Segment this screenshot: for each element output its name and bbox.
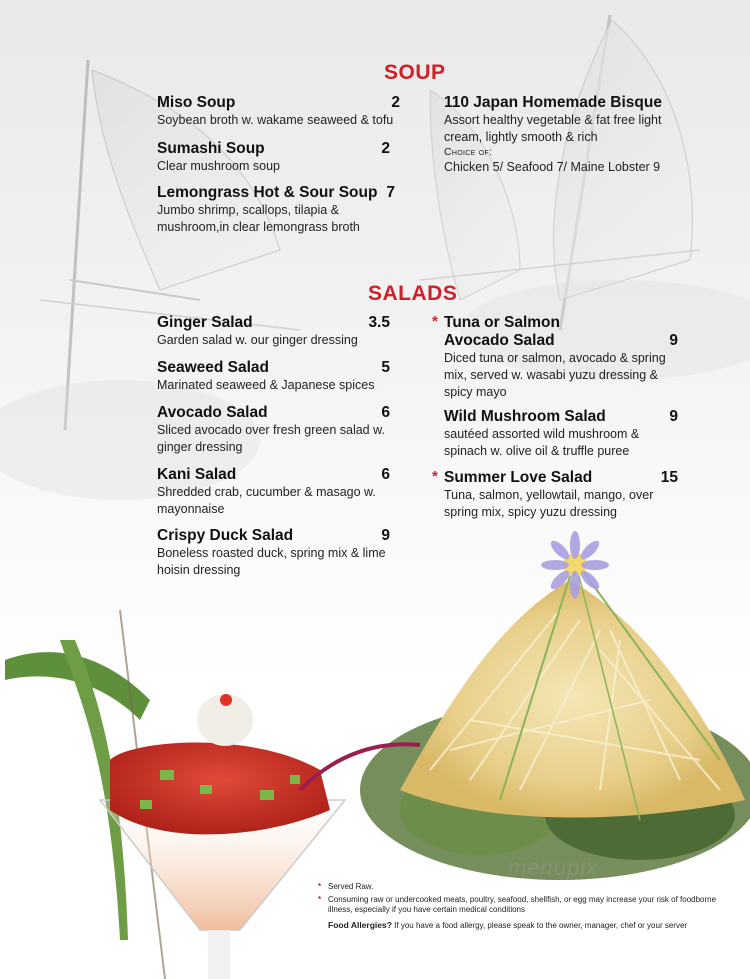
item-price: 7: [386, 184, 395, 201]
raw-star-marker: *: [432, 468, 438, 485]
item-description: Clear mushroom soup: [157, 159, 280, 173]
item-description: sautéed assorted wild mushroom & spinach w. olive oil & truffle puree: [444, 427, 640, 458]
flower-garnish: [541, 531, 609, 599]
item-name: Wild Mushroom Salad: [444, 408, 606, 425]
choice-label: Choice of:: [444, 146, 493, 158]
menu-item-crispy-duck-salad: [157, 527, 390, 579]
item-price: 9: [381, 527, 390, 544]
salads-section-title: SALADS: [368, 282, 458, 305]
item-price: 6: [381, 404, 390, 421]
salad-illustration: [360, 531, 750, 880]
consuming-raw-warning: [318, 895, 718, 915]
menu-item-avocado-salad: [157, 404, 390, 456]
item-price: 15: [660, 469, 678, 486]
menu-item-tuna-salmon-avocado-salad: [432, 313, 678, 401]
item-name: Sumashi Soup: [157, 140, 265, 157]
raw-star-marker: *: [432, 313, 438, 330]
served-raw-text: Served Raw.: [328, 882, 374, 891]
item-price: 5: [381, 359, 390, 376]
item-description: Soybean broth w. wakame seaweed & tofu: [157, 113, 394, 127]
item-price: 2: [381, 140, 390, 157]
menu-item-lemongrass-soup: [157, 184, 395, 236]
consuming-raw-text: Consuming raw or undercooked meats, poultry, seafood, shellfish, or egg may increase your risk of foodborne illness, especially if you have certain medical conditions: [328, 895, 717, 914]
item-description: Tuna, salmon, yellowtail, mango, over spring mix, spicy yuzu dressing: [444, 488, 654, 519]
menu-item-homemade-bisque: [444, 94, 694, 174]
menu-item-seaweed-salad: [157, 359, 390, 394]
item-name: Lemongrass Hot & Sour Soup: [157, 184, 378, 201]
item-name: Ginger Salad: [157, 314, 253, 331]
menu-item-ginger-salad: [157, 314, 390, 349]
food-allergy-note: [318, 920, 718, 931]
food-allergy-label: Food Allergies?: [328, 920, 392, 930]
item-price: 6: [381, 466, 390, 483]
menu-item-wild-mushroom-salad: [444, 408, 678, 460]
soup-section-title: SOUP: [384, 61, 446, 84]
item-description: Diced tuna or salmon, avocado & spring mix, served w. wasabi yuzu dressing & spicy mayo: [444, 351, 666, 399]
item-description: Assort healthy vegetable & fat free light cream, lightly smooth & rich: [444, 113, 662, 144]
served-raw-note: [318, 882, 718, 892]
menu-item-kani-salad: [157, 466, 390, 518]
item-name: Avocado Salad: [157, 404, 268, 421]
item-price: 3.5: [368, 314, 390, 331]
item-name: Seaweed Salad: [157, 359, 270, 376]
item-name: 110 Japan Homemade Bisque: [444, 94, 662, 111]
item-name-line1: Tuna or Salmon: [444, 314, 560, 331]
food-allergy-text: If you have a food allergy, please speak to the owner, manager, chef or your server: [394, 921, 688, 930]
item-description: Boneless roasted duck, spring mix & lime hoisin dressing: [157, 546, 386, 577]
item-price: 9: [669, 332, 678, 349]
item-description: Marinated seaweed & Japanese spices: [157, 378, 375, 392]
menu-item-miso-soup: [157, 94, 400, 129]
item-name: Kani Salad: [157, 466, 237, 483]
item-description: Shredded crab, cucumber & masago w. mayonnaise: [157, 485, 376, 516]
item-name: Summer Love Salad: [444, 469, 593, 486]
footer-notes: [318, 882, 718, 931]
item-name: Crispy Duck Salad: [157, 527, 294, 544]
menu-item-sumashi-soup: [157, 140, 390, 175]
item-price: 9: [669, 408, 678, 425]
footer-star: *: [318, 882, 322, 891]
item-description: Sliced avocado over fresh green salad w. ginger dressing: [157, 423, 385, 454]
item-description: Jumbo shrimp, scallops, tilapia & mushroom,in clear lemongrass broth: [157, 203, 360, 234]
menu-item-summer-love-salad: [432, 468, 678, 521]
watermark: menupix: [508, 855, 599, 880]
footer-star: *: [318, 895, 322, 904]
choice-options: Chicken 5/ Seafood 7/ Maine Lobster 9: [444, 160, 661, 174]
item-name: Miso Soup: [157, 94, 236, 111]
item-description: Garden salad w. our ginger dressing: [157, 333, 358, 347]
item-price: 2: [391, 94, 400, 111]
item-name-line2: Avocado Salad: [444, 332, 555, 349]
